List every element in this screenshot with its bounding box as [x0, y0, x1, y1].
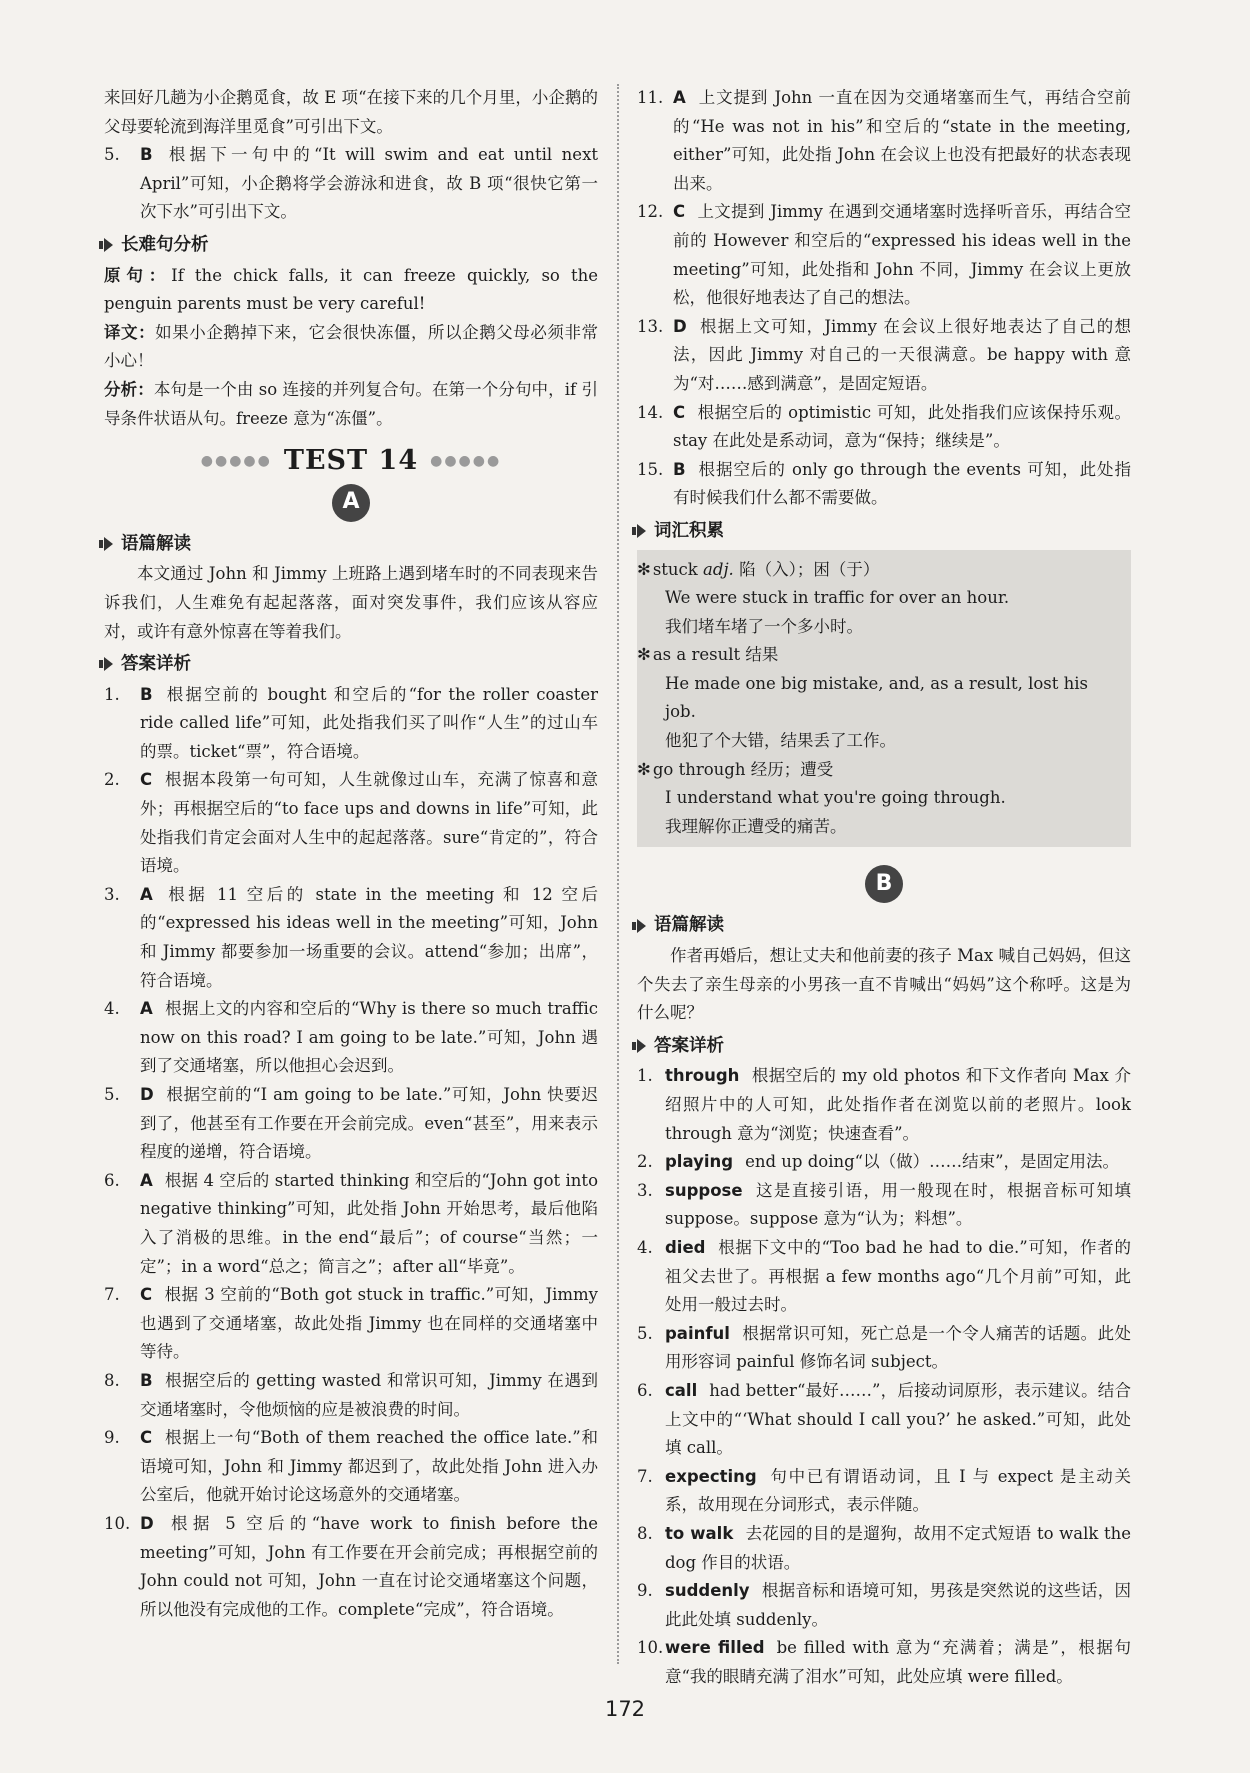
vocab-word: as a result	[652, 645, 741, 665]
item-number: 9.	[104, 1428, 120, 1448]
test-title	[104, 447, 598, 476]
vocab-entry	[637, 756, 1117, 785]
translation-text: 如果小企鹅掉下来，它会很快冻僵，所以企鹅父母必须非常小心！	[104, 322, 599, 371]
vocab-example-en: I understand what you're going through.	[665, 788, 1006, 808]
item-explanation: 根据空后的 getting wasted 和常识可知，Jimmy 在遇到交通堵塞时，令他烦恼的应是被浪费的时间。	[140, 1370, 598, 1419]
part-badge-wrap	[104, 484, 598, 522]
item-answer: B	[673, 459, 686, 479]
section-heading-label: 语篇解读	[654, 915, 724, 936]
asterisk-icon: ✻	[637, 759, 651, 779]
test-title-text: TEST 14	[283, 445, 419, 477]
item-answer: B	[140, 1370, 153, 1390]
section-heading	[637, 1032, 1131, 1061]
analysis	[104, 376, 598, 433]
vocabulary-box	[637, 550, 1131, 848]
answer-item	[637, 1634, 1131, 1691]
item-answer: suddenly	[665, 1581, 750, 1601]
analysis-text: 本句是一个由 so 连接的并列复合句。在第一个分句中，if 引导条件状语从句。freeze 意为“冻僵”。	[104, 379, 598, 428]
item-explanation: 根据空前的 bought 和空后的“for the roller coaster ride called life”可知，此处指我们买了叫作“人生”的过山车的票。ticket“票”，符合语境。	[140, 684, 598, 761]
item-answer: suppose	[665, 1180, 743, 1200]
answer-item	[104, 766, 598, 880]
item-number: 3.	[104, 884, 120, 904]
item-number: 2.	[104, 770, 120, 790]
item-explanation: 根据上文的内容和空后的“Why is there so much traffic now on this road? I am going to be late.”可知，John 遇到了交通堵塞，所以他担心会迟到。	[140, 999, 598, 1076]
item-answer: A	[673, 88, 686, 107]
item-explanation: 根据本段第一句可知，人生就像过山车，充满了惊喜和意外；再根据空后的“to face ups and downs in life”可知，此处指我们肯定会面对人生中的起起落落。sure“肯定的”，符合语境。	[140, 770, 598, 876]
item-number: 6.	[637, 1380, 653, 1400]
item-answer: died	[665, 1237, 706, 1257]
vocab-word: stuck	[652, 559, 698, 579]
item-number: 8.	[637, 1523, 653, 1543]
answer-item	[637, 313, 1131, 399]
item-answer: C	[140, 1285, 153, 1305]
section-heading-label: 词汇积累	[654, 520, 724, 541]
section-arrow-icon	[637, 919, 646, 933]
answer-item	[104, 1167, 598, 1281]
vocab-example-zh: 我理解你正遭受的痛苦。	[665, 816, 847, 836]
item-explanation: 句中已有谓语动词，且 I 与 expect 是主动关系，故用现在分词形式，表示伴随。	[665, 1466, 1131, 1515]
item-explanation: 上文提到 John 一直在因为交通堵塞而生气，再结合空前的“He was not in his”和空后的“state in the meeting, either”可知，此处指 John 在会议上也没有把最好的状态表现出来。	[673, 88, 1131, 193]
answer-item	[637, 84, 1131, 198]
vocab-example-en: We were stuck in traffic for over an hour.	[665, 588, 1010, 608]
item-number: 10.	[637, 1638, 664, 1658]
continued-text: 来回好几趟为小企鹅觅食，故 E 项“在接下来的几个月里，小企鹅的父母要轮流到海洋里觅食”可引出下文。	[104, 88, 598, 136]
answer-item	[637, 1377, 1131, 1463]
vocab-example-zh: 他犯了个大错，结果丢了工作。	[665, 731, 896, 751]
item-number: 5.	[104, 145, 120, 165]
item-answer: C	[140, 770, 153, 790]
vocab-meaning: 陷（入）；困（于）	[739, 559, 880, 579]
item-number: 5.	[104, 1085, 120, 1104]
item-number: 15.	[637, 459, 664, 479]
answer-item	[637, 1234, 1131, 1320]
item-answer: D	[140, 1513, 154, 1533]
item-number: 2.	[637, 1152, 653, 1172]
item-number: 14.	[637, 402, 664, 422]
item-number: 9.	[637, 1581, 653, 1601]
item-explanation: 根据上文可知，Jimmy 在会议上很好地表达了自己的想法，因此 Jimmy 对自己的一天很满意。be happy with 意为“对……感到满意”，是固定短语。	[673, 316, 1131, 393]
section-heading-label: 答案详析	[654, 1035, 724, 1056]
section-heading	[104, 650, 598, 679]
item-answer: D	[673, 316, 687, 336]
item-explanation: end up doing“以（做）……结束”，是固定用法。	[745, 1152, 1120, 1172]
vocab-meaning: 结果	[745, 645, 779, 665]
item-answer: were filled	[665, 1638, 765, 1658]
answer-item	[104, 1081, 598, 1167]
reading-summary: 本文通过 John 和 Jimmy 上班路上遇到堵车时的不同表现来告诉我们，人生难免有起起落落，面对突发事件，我们应该从容应对，或许有意外惊喜在等着我们。	[104, 564, 598, 641]
answer-list	[637, 84, 1131, 513]
section-heading	[104, 231, 598, 260]
answer-item	[637, 1148, 1131, 1177]
translation	[104, 319, 598, 376]
item-number: 11.	[637, 88, 664, 107]
decorative-dots-icon: ●●●●●	[430, 453, 502, 470]
answer-item	[637, 1520, 1131, 1577]
answer-list	[104, 681, 598, 1625]
answer-item	[104, 1281, 598, 1367]
item-explanation: 根据空后的 optimistic 可知，此处指我们应该保持乐观。stay 在此处是系动词，意为“保持；继续是”。	[673, 402, 1131, 451]
item-explanation: 根据空后的 only go through the events 可知，此处指有时候我们什么都不需要做。	[673, 459, 1131, 508]
item-number: 1.	[637, 1066, 653, 1086]
item-answer: B	[140, 684, 153, 704]
part-badge-wrap	[637, 865, 1131, 903]
vocab-example-zh: 我们堵车堵了一个多小时。	[665, 616, 863, 636]
item-answer: D	[140, 1085, 154, 1104]
section-heading-label: 长难句分析	[121, 234, 209, 255]
item-answer: expecting	[665, 1466, 757, 1486]
answer-item	[104, 1510, 598, 1624]
vocab-entry	[637, 641, 1117, 670]
answer-item	[104, 1367, 598, 1424]
analysis-label: 分析：	[104, 379, 154, 399]
item-explanation: had better“最好……”，后接动词原形，表示建议。结合上文中的“‘What should I call you?’ he asked.”可知，此处填 call。	[665, 1380, 1131, 1458]
item-answer: C	[673, 402, 686, 422]
item-explanation: 根据下文中的“Too bad he had to die.”可知，作者的祖父去世了。再根据 a few months ago“几个月前”可知，此处用一般过去时。	[665, 1237, 1131, 1315]
item-number: 6.	[104, 1170, 120, 1190]
item-answer: to walk	[665, 1523, 734, 1543]
column-divider	[617, 84, 619, 1664]
answer-item	[637, 456, 1131, 513]
answer-list	[637, 1062, 1131, 1691]
section-heading	[104, 530, 598, 559]
item-explanation: 根据下一句中的“It will swim and eat until next April”可知，小企鹅将学会游泳和进食，故 B 项“很快它第一次下水”可引出下文。	[140, 145, 598, 222]
item-answer: C	[140, 1428, 153, 1448]
item-number: 7.	[104, 1285, 120, 1305]
vocab-word: go through	[652, 759, 746, 779]
original-text: If the chick falls, it can freeze quickly, so the penguin parents must be very careful!	[104, 265, 598, 314]
section-arrow-icon	[104, 238, 113, 252]
right-column	[637, 84, 1131, 1691]
item-answer: A	[140, 884, 153, 904]
item-answer: B	[140, 145, 153, 165]
answer-item	[637, 1062, 1131, 1148]
item-explanation: 根据 4 空后的 started thinking 和空后的“John got into negative thinking”可知，此处指 John 开始思考，最后他陷入了消极的思维。in the end“最后”；of course“当然；一定”；in a word“总之；简言之”；after all“毕竟”。	[140, 1170, 598, 1276]
left-column	[104, 84, 598, 1624]
part-b-badge: B	[865, 865, 903, 903]
translation-label: 译文：	[104, 322, 156, 342]
item-explanation: 这是直接引语，用一般现在时，根据音标可知填 suppose。suppose 意为“认为；料想”。	[665, 1180, 1131, 1229]
original-sentence	[104, 262, 598, 319]
section-arrow-icon	[637, 1039, 646, 1053]
item-explanation: 根据上一句“Both of them reached the office late.”和语境可知，John 和 Jimmy 都迟到了，故此处指 John 进入办公室后，他就开始讨论这场意外的交通堵塞。	[140, 1428, 598, 1505]
vocab-pos: adj.	[703, 559, 734, 579]
vocab-example-en: He made one big mistake, and, as a result, lost his job.	[665, 673, 1088, 722]
vocab-entry	[637, 556, 1117, 585]
item-explanation: 去花园的目的是遛狗，故用不定式短语 to walk the dog 作目的状语。	[665, 1523, 1131, 1572]
item-answer: C	[673, 202, 686, 222]
item-answer: A	[140, 999, 153, 1019]
answer-item	[637, 1577, 1131, 1634]
answer-item	[104, 1424, 598, 1510]
reading-summary: 作者再婚后，想让丈夫和他前妻的孩子 Max 喊自己妈妈，但这个失去了亲生母亲的小男孩一直不肯喊出“妈妈”这个称呼。这是为什么呢？	[637, 946, 1131, 1023]
page-number: 172	[604, 1697, 646, 1721]
item-number: 4.	[637, 1237, 653, 1257]
section-arrow-icon	[104, 657, 113, 671]
section-heading-label: 语篇解读	[121, 533, 191, 554]
section-arrow-icon	[104, 537, 113, 551]
answer-item	[104, 881, 598, 995]
item-answer: through	[665, 1066, 740, 1086]
item-number: 12.	[637, 202, 664, 222]
part-a-badge: A	[332, 484, 370, 522]
answer-item	[637, 1463, 1131, 1520]
item-answer: painful	[665, 1323, 730, 1343]
item-explanation: 根据音标和语境可知，男孩是突然说的这些话，因此此处填 suddenly。	[665, 1581, 1131, 1629]
item-number: 10.	[104, 1513, 131, 1533]
item-number: 13.	[637, 316, 664, 336]
decorative-dots-icon: ●●●●●	[200, 453, 272, 470]
original-label: 原句：	[104, 265, 172, 285]
answer-item	[637, 198, 1131, 312]
section-heading	[637, 911, 1131, 940]
item-answer: call	[665, 1380, 698, 1400]
section-heading	[637, 517, 1131, 546]
section-arrow-icon	[637, 524, 646, 538]
item-number: 3.	[637, 1180, 653, 1200]
item-explanation: 根据空前的“I am going to be late.”可知，John 快要迟到了，他甚至有工作要在开会前完成。even“甚至”，用来表示程度的递增，符合语境。	[140, 1085, 598, 1162]
answer-item	[637, 1177, 1131, 1234]
item-explanation: 根据 5 空后的“have work to finish before the meeting”可知，John 有工作要在开会前完成；再根据空前的 John could not 可知，John 一直在讨论交通堵塞这个问题，所以他没有完成他的工作。complete“完成”，符合语境。	[140, 1513, 598, 1619]
asterisk-icon: ✻	[637, 645, 651, 665]
item-explanation: 根据常识可知，死亡总是一个令人痛苦的话题。此处用形容词 painful 修饰名词 subject。	[665, 1323, 1131, 1372]
answer-item	[637, 399, 1131, 456]
answer-item	[104, 141, 598, 227]
item-explanation: 根据 3 空前的“Both got stuck in traffic.”可知，Jimmy 也遇到了交通堵塞，故此处指 Jimmy 也在同样的交通堵塞中等待。	[140, 1285, 598, 1362]
item-answer: A	[140, 1170, 153, 1190]
item-number: 5.	[637, 1323, 653, 1343]
section-heading-label: 答案详析	[121, 654, 191, 675]
item-explanation: 上文提到 Jimmy 在遇到交通堵塞时选择听音乐，再结合空前的 However 和空后的“expressed his ideas well in the meeting”可知，此处指和 John 不同，Jimmy 在会议上更放松，他很好地表达了自己的想法。	[673, 202, 1131, 308]
item-explanation: 根据 11 空后的 state in the meeting 和 12 空后的“expressed his ideas well in the meeting”可知，John 和 Jimmy 都要参加一场重要的会议。attend“参加；出席”，符合语境。	[140, 884, 598, 990]
item-number: 8.	[104, 1370, 120, 1390]
item-number: 4.	[104, 999, 120, 1019]
answer-item	[637, 1320, 1131, 1377]
item-number: 7.	[637, 1466, 653, 1486]
item-number: 1.	[104, 684, 120, 704]
item-explanation: 根据空后的 my old photos 和下文作者向 Max 介绍照片中的人可知，此处指作者在浏览以前的老照片。look through 意为“浏览；快速查看”。	[665, 1066, 1131, 1143]
item-answer: playing	[665, 1152, 734, 1172]
answer-item	[104, 681, 598, 767]
vocab-meaning: 经历；遭受	[750, 759, 834, 779]
asterisk-icon: ✻	[637, 559, 651, 579]
item-explanation: be filled with 意为“充满着；满是”，根据句意“我的眼睛充满了泪水”可知，此处应填 were filled。	[665, 1638, 1131, 1686]
answer-item	[104, 995, 598, 1081]
